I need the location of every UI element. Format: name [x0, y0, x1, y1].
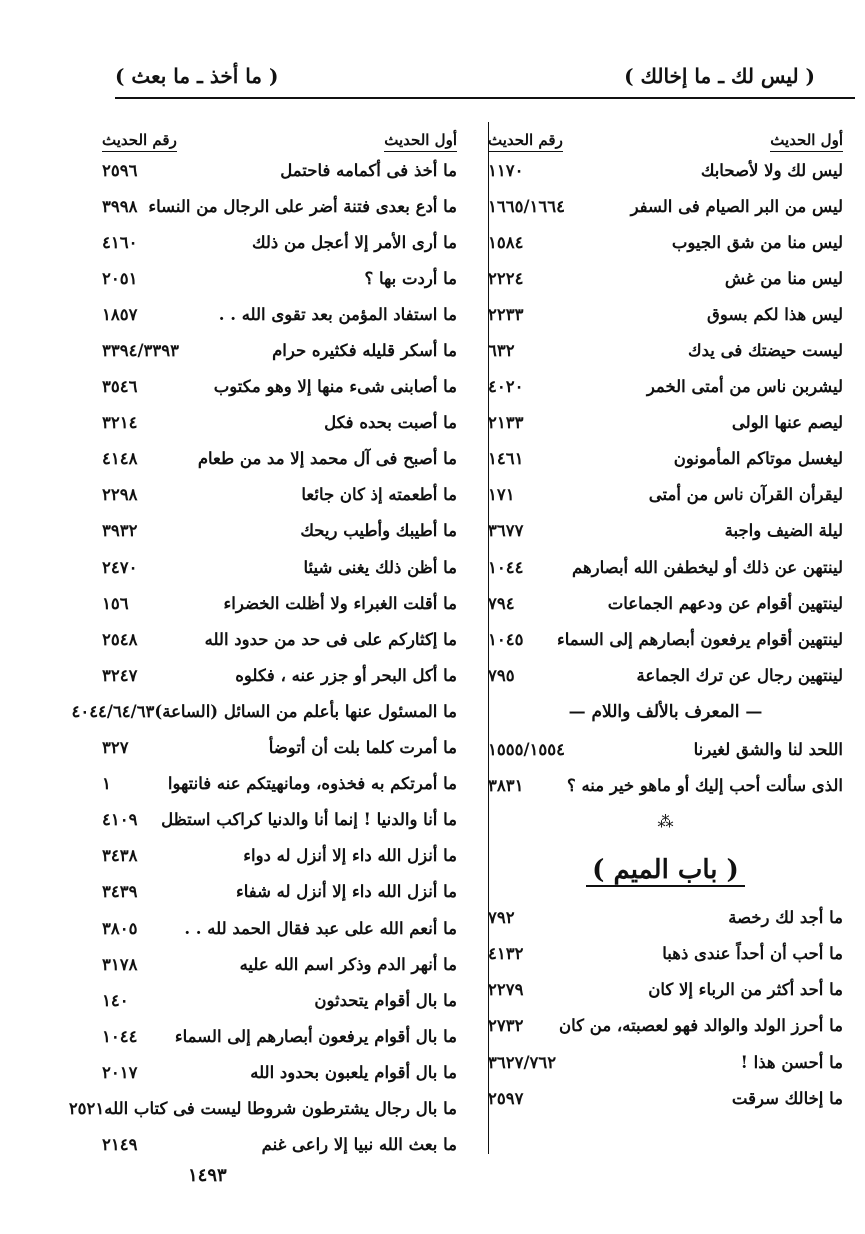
index-entry-row	[68, 1090, 457, 1126]
hadith-number: ٣٩٩٨	[102, 196, 138, 216]
hadith-first-words: ما أظن ذلك يغنى شيئا	[303, 557, 457, 577]
hadith-number: ١٠٤٤	[488, 557, 524, 577]
chapter-title	[488, 840, 843, 900]
running-header	[115, 58, 815, 94]
hadith-first-words: ما أنزل الله داء إلا أنزل له دواء	[243, 846, 457, 866]
hadith-first-words: الذى سألت أحب إليك أو ماهو خير منه ؟	[566, 776, 843, 796]
hadith-number: ٢٠١٧	[102, 1062, 138, 1082]
index-entry-row	[102, 441, 457, 477]
hadith-first-words: ليس منا من شق الجيوب	[671, 232, 843, 252]
hadith-first-words: ما أحسن هذا !	[740, 1052, 843, 1072]
index-entry-row	[488, 405, 843, 441]
index-entry-row	[488, 1080, 843, 1116]
hadith-number: ٣٦٧٧	[488, 521, 524, 541]
hadith-first-words: لينتهين أقوام يرفعون أبصارهم إلى السماء	[557, 629, 843, 649]
hadith-number: ٣٩٣٢	[102, 521, 138, 541]
hadith-first-words: ما إكثاركم على فى حد من حدود الله	[204, 629, 457, 649]
left-column-header	[102, 112, 457, 152]
hadith-number: ١٥٨٤	[488, 232, 524, 252]
hadith-first-words: ما أصبح فى آل محمد إلا مد من طعام	[197, 449, 457, 469]
index-entry-row	[102, 838, 457, 874]
hadith-first-words: ما أنهر الدم وذكر اسم الله عليه	[239, 954, 457, 974]
header-right-title: ( ليس لك ـ ما إخالك )	[624, 64, 815, 88]
index-entry-row	[488, 972, 843, 1008]
header-left-title: ( ما أخذ ـ ما بعث )	[115, 64, 279, 88]
hadith-first-words: ما استفاد المؤمن بعد تقوى الله . .	[218, 304, 457, 324]
hadith-first-words: ليس لك ولا لأصحابك	[700, 160, 843, 180]
hadith-number: ٢٥٩٧	[488, 1088, 524, 1108]
hadith-number: ٢٢٧٩	[488, 980, 524, 1000]
index-entry-row	[102, 1018, 457, 1054]
right-rows-before-section	[488, 152, 843, 693]
index-entry-row	[488, 332, 843, 368]
hadith-number: ٣١٧٨	[102, 954, 138, 974]
hadith-first-words: ليشربن ناس من أمتى الخمر	[646, 377, 843, 397]
hadith-number: ٣٢١٤	[102, 413, 138, 433]
first-words-label: أول الحديث	[770, 131, 843, 152]
index-entry-row	[102, 188, 457, 224]
index-entry-row	[102, 1054, 457, 1090]
index-entry-row	[102, 585, 457, 621]
index-entry-row	[488, 260, 843, 296]
right-column-header	[488, 112, 843, 152]
index-entry-row	[488, 513, 843, 549]
hadith-number: ٢٥٢١	[68, 1098, 105, 1118]
index-entry-row	[102, 549, 457, 585]
hadith-number: ٦٣٢	[488, 341, 515, 361]
index-entry-row	[488, 477, 843, 513]
index-entry-row	[102, 982, 457, 1018]
hadith-number: ٣٢٤٧	[102, 665, 138, 685]
hadith-first-words: ما أطعمته إذ كان جائعا	[301, 485, 457, 505]
hadith-number: ٧٩٢	[488, 908, 515, 928]
index-entry-row	[488, 657, 843, 693]
hadith-first-words: لينتهن عن ذلك أو ليخطفن الله أبصارهم	[571, 557, 843, 577]
hadith-number: ٤١٣٢	[488, 944, 524, 964]
hadith-first-words: ما بال رجال يشترطون شروطا ليست فى كتاب الله	[104, 1098, 457, 1118]
hadith-first-words: ما أصابنى شىء منها إلا وهو مكتوب	[213, 377, 457, 397]
right-column	[488, 112, 843, 1116]
index-entry-row	[488, 900, 843, 936]
hadith-first-words: ما أكل البحر أو جزر عنه ، فكلوه	[235, 665, 457, 685]
index-entry-row	[488, 296, 843, 332]
hadith-number: ٢٥٩٦	[102, 160, 138, 180]
index-entry-row	[102, 152, 457, 188]
hadith-first-words: ما أنزل الله داء إلا أنزل له شفاء	[235, 882, 457, 902]
hadith-first-words: ما أقلت الغبراء ولا أظلت الخضراء	[223, 593, 457, 613]
hadith-first-words: ما أصبت بحده فكل	[324, 413, 457, 433]
index-entry-row	[102, 477, 457, 513]
index-entry-row	[102, 296, 457, 332]
hadith-number: ٣٣٩٤/٣٣٩٣	[102, 341, 179, 361]
hadith-first-words: ما أمرت كلما بلت أن أتوضأ	[268, 738, 457, 758]
index-entry-row	[488, 1044, 843, 1080]
hadith-first-words: ما بعث الله نبيا إلا راعى غنم	[261, 1135, 457, 1155]
header-rule	[115, 97, 855, 99]
hadith-first-words: ليغسل موتاكم المأمونون	[673, 449, 843, 469]
hadith-first-words: ما أمرتكم به فخذوه، ومانهيتكم عنه فانتهوا	[167, 774, 457, 794]
hadith-number: ١٧١	[488, 485, 515, 505]
hadith-number: ٣٦٢٧/٧٦٢	[488, 1052, 557, 1072]
index-entry-row	[102, 657, 457, 693]
index-entry-row	[488, 152, 843, 188]
index-entry-row	[102, 260, 457, 296]
index-entry-row	[102, 946, 457, 982]
hadith-number: ٣٨٣١	[488, 776, 524, 796]
hadith-number: ١٦٦٥/١٦٦٤	[488, 196, 565, 216]
index-entry-row	[488, 768, 843, 804]
hadith-number: ١٤٦١	[488, 449, 524, 469]
index-entry-row	[488, 1008, 843, 1044]
hadith-first-words: لينتهين رجال عن ترك الجماعة	[636, 665, 843, 685]
hadith-number: ١٥٥٥/١٥٥٤	[488, 739, 565, 759]
index-entry-row	[488, 549, 843, 585]
hadith-first-words: ما أحرز الولد والوالد فهو لعصبته، من كان	[559, 1016, 843, 1036]
index-entry-row	[102, 766, 457, 802]
hadith-first-words: ليست حيضتك فى يدك	[687, 341, 843, 361]
hadith-number: ٣٥٤٦	[102, 377, 138, 397]
hadith-number: ٤١٤٨	[102, 449, 138, 469]
hadith-first-words: ما أخذ فى أكمامه فاحتمل	[280, 160, 457, 180]
index-entry-row	[102, 369, 457, 405]
index-entry-row	[488, 731, 843, 767]
hadith-first-words: ليلة الضيف واجبة	[724, 521, 843, 541]
hadith-number: ٢١٣٣	[488, 413, 524, 433]
hadith-first-words: ما بال أقوام يرفعون أبصارهم إلى السماء	[174, 1026, 457, 1046]
hadith-number-label: رقم الحديث	[488, 131, 563, 152]
hadith-number: ١٠٤٤	[102, 1026, 138, 1046]
hadith-first-words: ما المسئول عنها بأعلم من السائل (الساعة)	[154, 701, 457, 721]
hadith-first-words: ليقرأن القرآن ناس من أمتى	[648, 485, 843, 505]
hadith-number: ١٠٤٥	[488, 629, 524, 649]
hadith-number: ٤١٠٩	[102, 810, 138, 830]
chapter-title-text: ( باب الميم )	[586, 855, 745, 887]
index-entry-row	[102, 802, 457, 838]
hadith-number: ٢٠٥١	[102, 268, 138, 288]
hadith-number: ١٤٠	[102, 990, 129, 1010]
index-entry-row	[488, 936, 843, 972]
hadith-first-words: ما أجد لك رخصة	[728, 908, 843, 928]
index-entry-row	[102, 513, 457, 549]
hadith-number: ٧٩٥	[488, 665, 515, 685]
hadith-number: ٣٤٣٨	[102, 846, 138, 866]
hadith-number: ٢٥٤٨	[102, 629, 138, 649]
hadith-first-words: ليصم عنها الولى	[731, 413, 843, 433]
section-title: — المعرف بالألف واللام —	[568, 702, 763, 723]
hadith-number: ٣٨٠٥	[102, 918, 138, 938]
right-rows-after-chapter	[488, 900, 843, 1117]
index-entry-row	[488, 621, 843, 657]
right-section-rows	[488, 731, 843, 803]
hadith-first-words: ما أسكر قليله فكثيره حرام	[272, 341, 457, 361]
hadith-first-words: ما أحب أن أحداً عندى ذهبا	[662, 944, 843, 964]
hadith-number-label: رقم الحديث	[102, 131, 177, 152]
hadith-first-words: ما أحد أكثر من الرباء إلا كان	[648, 980, 843, 1000]
hadith-number: ٢٧٣٢	[488, 1016, 524, 1036]
hadith-first-words: ليس منا من غش	[724, 268, 843, 288]
hadith-number: ٤١٦٠	[102, 232, 138, 252]
hadith-first-words: لينتهين أقوام عن ودعهم الجماعات	[607, 593, 843, 613]
hadith-first-words: ما أدع بعدى فتنة أضر على الرجال من النساء	[148, 196, 457, 216]
hadith-number: ٢٢٢٤	[488, 268, 524, 288]
hadith-first-words: ما أطيبك وأطيب ريحك	[300, 521, 457, 541]
index-entry-row	[488, 369, 843, 405]
hadith-number: ١١٧٠	[488, 160, 524, 180]
index-entry-row	[102, 224, 457, 260]
index-entry-row	[71, 693, 457, 729]
hadith-number: ٤٠٢٠	[488, 377, 524, 397]
hadith-number: ٣٤٣٩	[102, 882, 138, 902]
left-rows	[68, 152, 457, 1163]
index-entry-row	[102, 332, 457, 368]
hadith-first-words: اللحد لنا والشق لغيرنا	[693, 739, 843, 759]
index-entry-row	[488, 188, 843, 224]
asterism-ornament: ⁂	[657, 811, 674, 831]
hadith-number: ٢٢٣٣	[488, 304, 524, 324]
index-entry-row	[488, 441, 843, 477]
first-words-label: أول الحديث	[384, 131, 457, 152]
hadith-first-words: ما أرى الأمر إلا أعجل من ذلك	[252, 232, 457, 252]
hadith-first-words: ما بال أقوام يتحدثون	[314, 990, 457, 1010]
hadith-first-words: ليس هذا لكم بسوق	[707, 304, 843, 324]
index-entry-row	[488, 585, 843, 621]
index-entry-row	[102, 730, 457, 766]
hadith-number: ٣٢٧	[102, 738, 129, 758]
hadith-number: ١٥٦	[102, 593, 129, 613]
hadith-first-words: ليس من البر الصيام فى السفر	[630, 196, 843, 216]
hadith-first-words: ما بال أقوام يلعبون بحدود الله	[250, 1062, 457, 1082]
hadith-number: ١٨٥٧	[102, 304, 138, 324]
hadith-number: ١	[102, 774, 111, 794]
hadith-first-words: ما إخالك سرقت	[731, 1088, 843, 1108]
index-entry-row	[102, 874, 457, 910]
index-entry-row	[488, 224, 843, 260]
page-number: ١٤٩٣	[188, 1165, 227, 1186]
hadith-number: ٢٢٩٨	[102, 485, 138, 505]
hadith-first-words: ما أنا والدنيا ! إنما أنا والدنيا كراكب استظل	[161, 810, 457, 830]
index-entry-row	[102, 910, 457, 946]
index-entry-row	[102, 1127, 457, 1163]
hadith-first-words: ما أنعم الله على عبد فقال الحمد لله . .	[184, 918, 457, 938]
hadith-number: ٢٤٧٠	[102, 557, 138, 577]
index-entry-row	[102, 405, 457, 441]
left-column	[68, 112, 457, 1163]
hadith-first-words: ما أردت بها ؟	[364, 268, 457, 288]
hadith-number: ٢١٤٩	[102, 1135, 138, 1155]
index-entry-row	[102, 621, 457, 657]
hadith-number: ٤٠٤٤/٦٤/٦٣	[71, 701, 155, 721]
hadith-number: ٧٩٤	[488, 593, 515, 613]
